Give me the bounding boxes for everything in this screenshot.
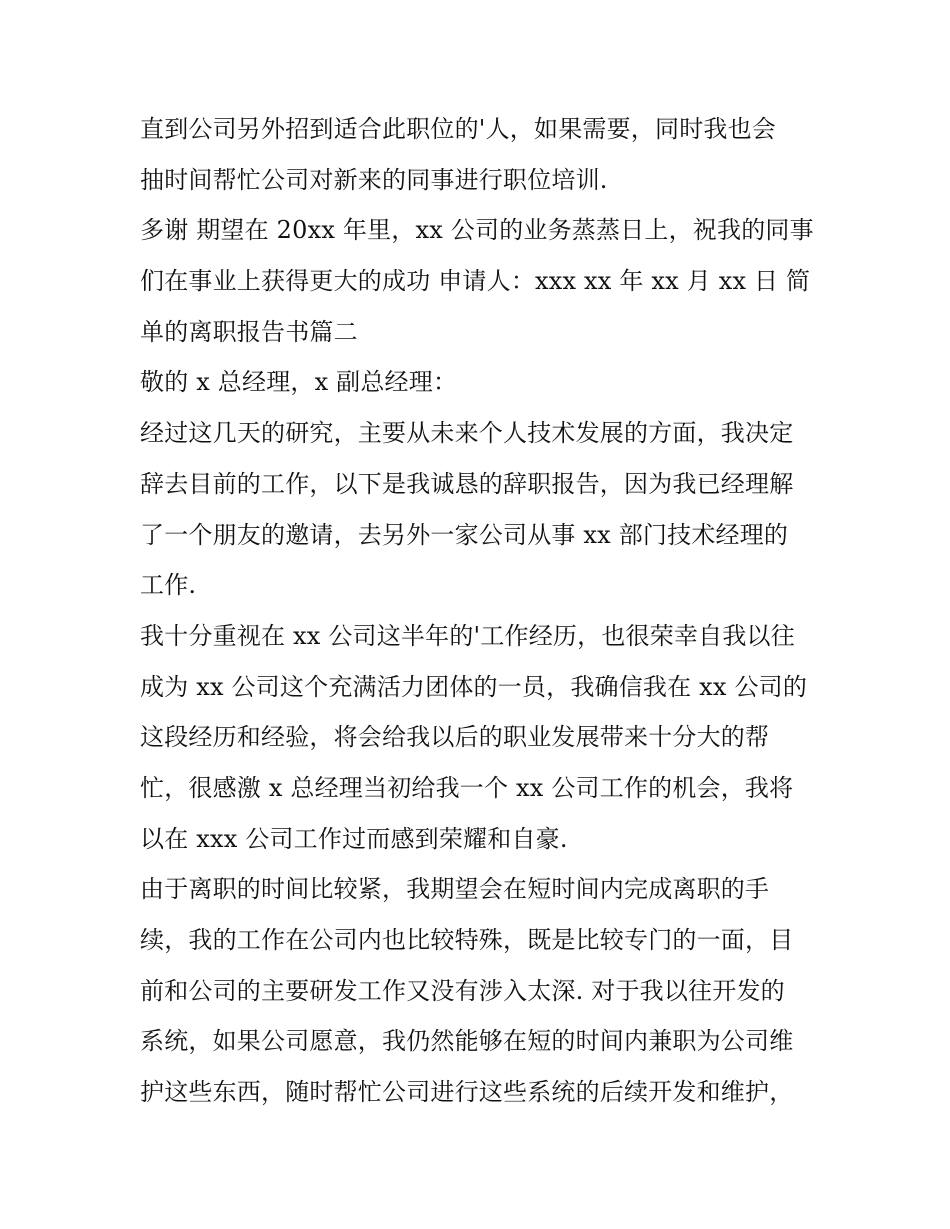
text-line: 成为 xx 公司这个充满活力团体的一员，我确信我在 xx 公司的	[140, 672, 808, 701]
text-line: 敬的 x 总经理，x 副总经理：	[140, 368, 458, 397]
text-line: 们在事业上获得更大的成功 申请人：xxx xx 年 xx 月 xx 日 简	[140, 267, 811, 296]
text-line: 护这些东西，随时帮忙公司进行这些系统的后续开发和维护，	[140, 1078, 794, 1107]
text-line: 前和公司的主要研发工作又没有涉入太深. 对于我以往开发的	[140, 976, 785, 1005]
document-body	[140, 104, 830, 1118]
text-line: 以在 xxx 公司工作过而感到荣耀和自豪.	[140, 824, 568, 853]
text-line: 由于离职的时间比较紧，我期望会在短时间内完成离职的手	[140, 875, 770, 904]
text-line: 我十分重视在 xx 公司这半年的'工作经历，也很荣幸自我以往	[140, 621, 795, 650]
text-line: 直到公司另外招到适合此职位的'人，如果需要，同时我也会	[140, 115, 776, 143]
text-line: 单的离职报告书篇二	[140, 317, 358, 346]
text-line: 经过这几天的研究，主要从未来个人技术发展的方面，我决定	[140, 419, 794, 448]
text-line: 抽时间帮忙公司对新来的同事进行职位培训.	[140, 165, 608, 194]
text-line: 系统，如果公司愿意，我仍然能够在短的时间内兼职为公司维	[140, 1027, 794, 1056]
text-line: 续，我的工作在公司内也比较特殊，既是比较专门的一面，目	[140, 926, 794, 954]
text-line: 辞去目前的工作，以下是我诚恳的辞职报告，因为我已经理解	[140, 469, 794, 498]
text-line: 工作.	[140, 571, 197, 600]
text-line: 这段经历和经验，将会给我以后的职业发展带来十分大的帮	[140, 723, 770, 752]
text-line: 了一个朋友的邀请，去另外一家公司从事 xx 部门技术经理的	[140, 520, 789, 549]
text-line: 忙，很感激 x 总经理当初给我一个 xx 公司工作的机会，我将	[140, 773, 794, 802]
text-line: 多谢 期望在 20xx 年里，xx 公司的业务蒸蒸日上，祝我的同事	[140, 216, 814, 245]
